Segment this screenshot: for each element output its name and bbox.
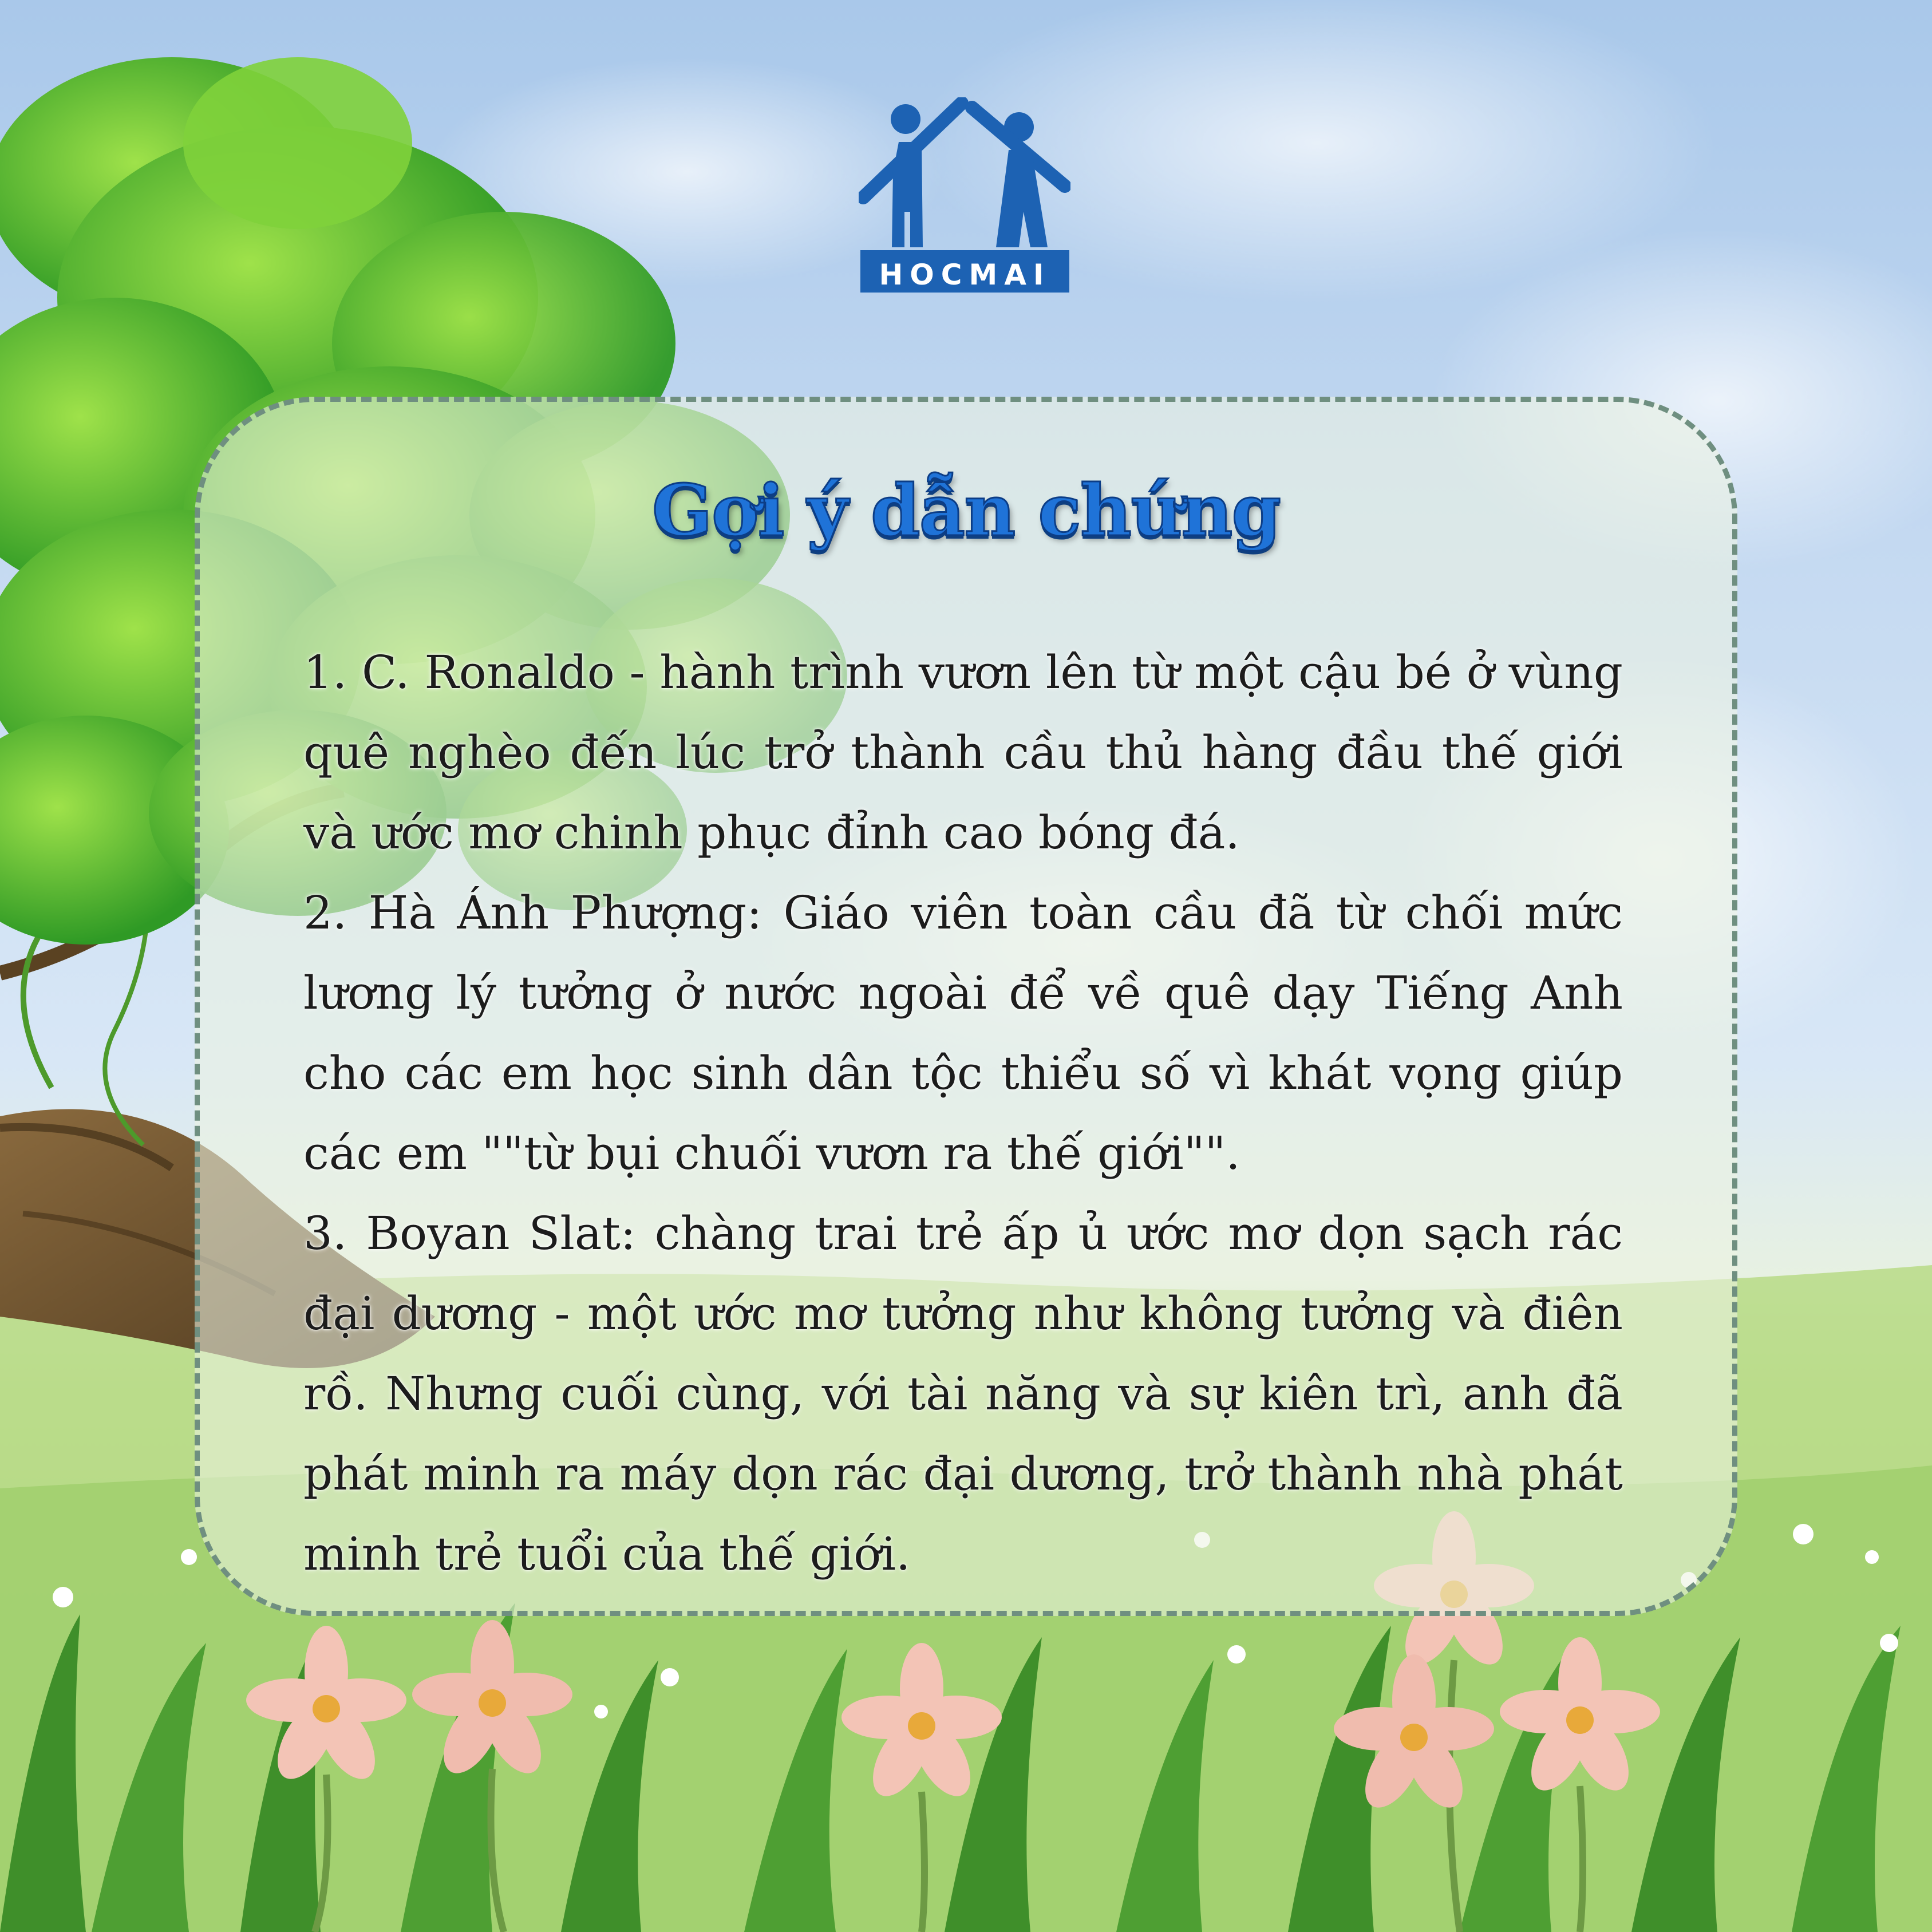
hocmai-logo-wordmark: HOCMAI [860,250,1069,293]
evidence-item-ha-anh-phuong: 2. Hà Ánh Phượng: Giáo viên toàn cầu đã từ chối mức lương lý tưởng ở nước ngoài để về quê dạy Tiếng Anh cho các em học sinh dân tộc thiểu số vì khát vọng giúp các em ""từ bụi chuối vươn ra thế giới"". [303,886,1623,1180]
evidence-item-ronaldo: 1. C. Ronaldo - hành trình vươn lên từ một cậu bé ở vùng quê nghèo đến lúc trở thành cầu thủ hàng đầu thế giới và ước mơ chinh phục đỉnh cao bóng đá. [303,646,1623,859]
evidence-item-boyan-slat: 3. Boyan Slat: chàng trai trẻ ấp ủ ước mơ dọn sạch rác đại dương - một ước mơ tưởng như không tưởng và điên rồ. Nhưng cuối cùng, với tài năng và sự kiên trì, anh đã phát minh ra máy dọn rác đại dương, trở thành nhà phát minh trẻ tuổi của thế giới. [303,1207,1623,1581]
evidence-list [303,633,1623,1594]
page-title: Gợi ý dẫn chứng [651,469,1281,552]
